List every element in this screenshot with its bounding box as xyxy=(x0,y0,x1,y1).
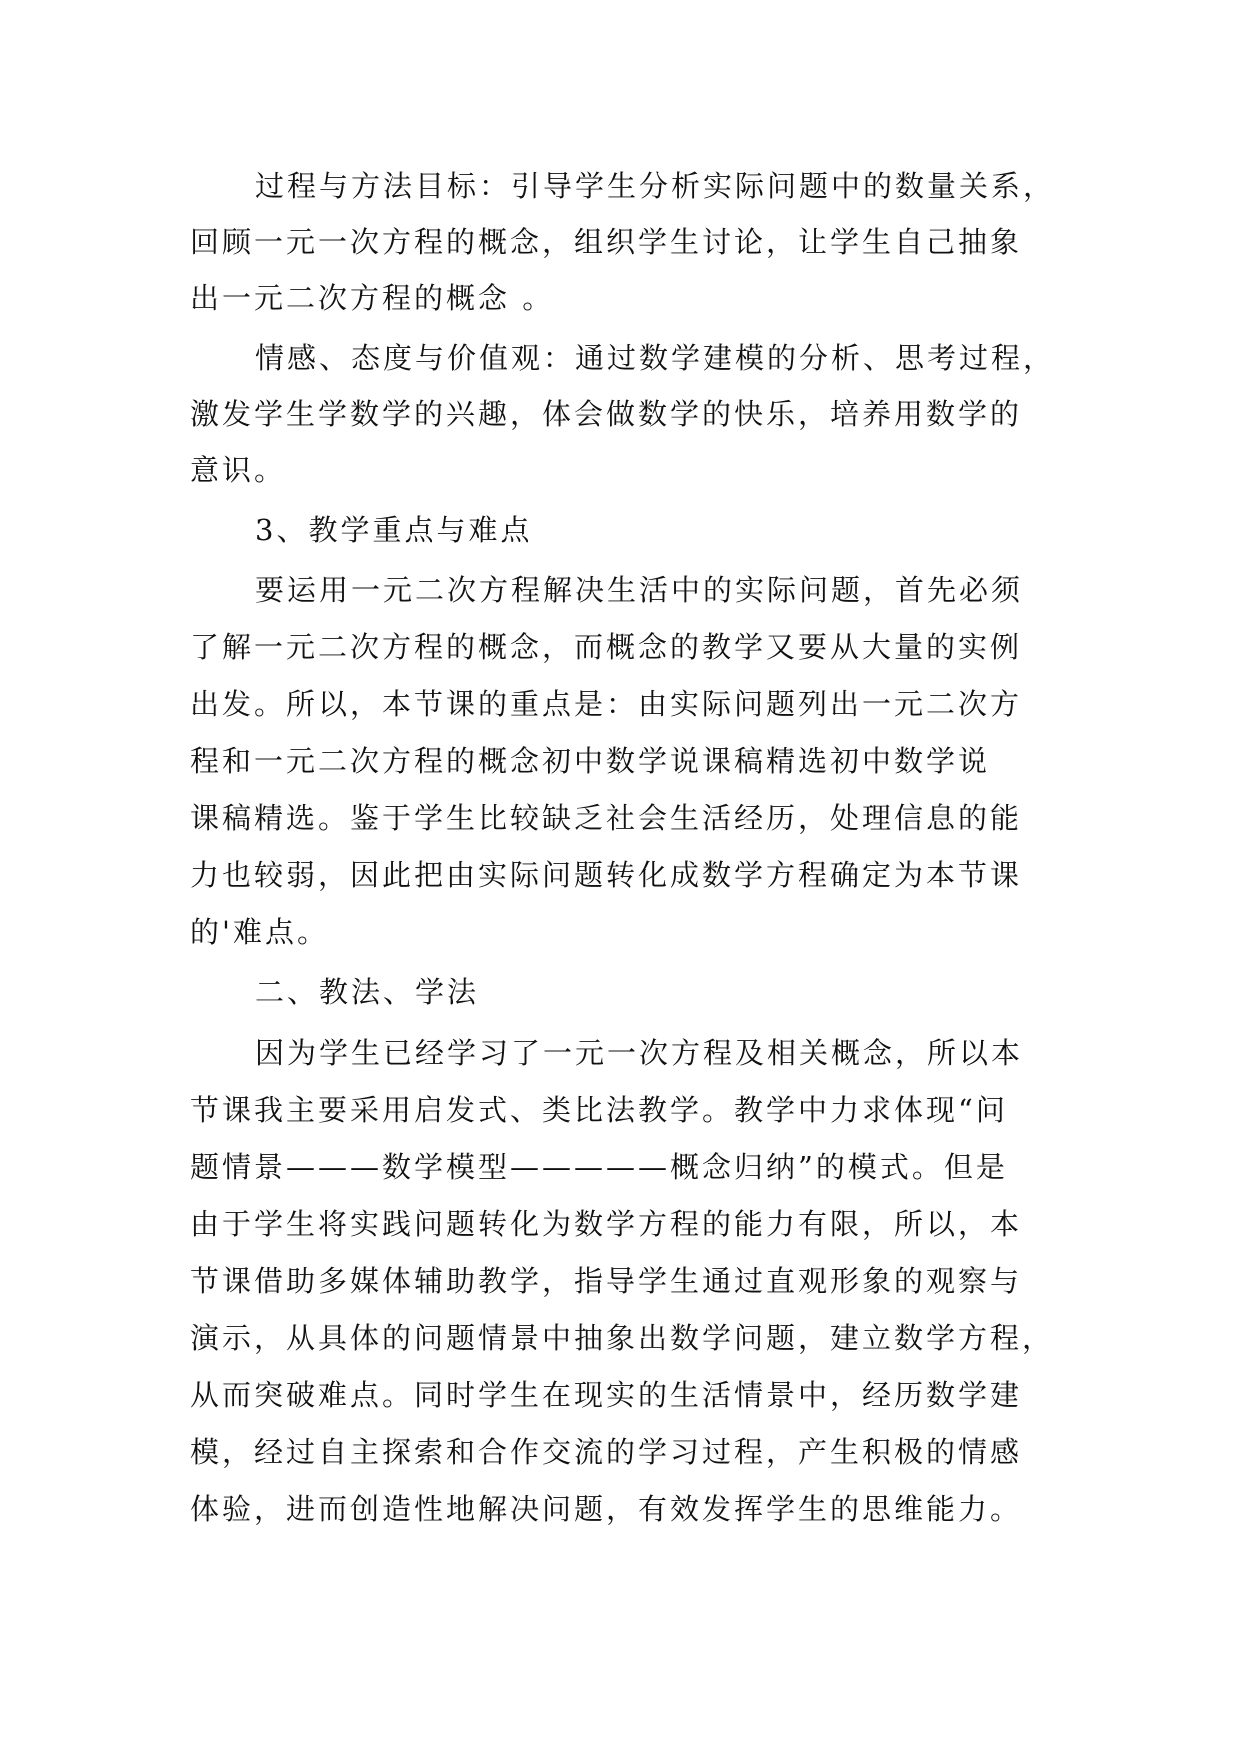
text-line: 力也较弱，因此把由实际问题转化成数学方程确定为本节课 xyxy=(190,858,1023,892)
section-heading: 3、教学重点与难点 xyxy=(255,513,533,547)
text-line: 题情景———数学模型—————概念归纳”的模式。但是 xyxy=(190,1150,1008,1184)
text-line: 了解一元二次方程的概念，而概念的教学又要从大量的实例 xyxy=(190,630,1023,664)
text-line: 课稿精选。鉴于学生比较缺乏社会生活经历，处理信息的能 xyxy=(190,801,1023,835)
text-line: 回顾一元一次方程的概念，组织学生讨论，让学生自己抽象 xyxy=(190,225,1023,259)
text-line: 演示，从具体的问题情景中抽象出数学问题，建立数学方程， xyxy=(190,1321,1055,1355)
text-line: 要运用一元二次方程解决生活中的实际问题，首先必须 xyxy=(255,573,1024,607)
text-line: 出一元二次方程的概念 。 xyxy=(190,281,555,315)
text-line: 激发学生学数学的兴趣，体会做数学的快乐，培养用数学的 xyxy=(190,397,1023,431)
text-line: 的'难点。 xyxy=(190,915,329,949)
text-line: 模，经过自主探索和合作交流的学习过程，产生积极的情感 xyxy=(190,1435,1023,1469)
section-heading: 二、教法、学法 xyxy=(255,975,480,1009)
text-line: 过程与方法目标：引导学生分析实际问题中的数量关系， xyxy=(255,169,1056,203)
text-line: 情感、态度与价值观：通过数学建模的分析、思考过程， xyxy=(255,341,1056,375)
text-line: 节课我主要采用启发式、类比法教学。教学中力求体现“问 xyxy=(190,1093,1008,1127)
text-line: 体验，进而创造性地解决问题，有效发挥学生的思维能力。 xyxy=(190,1492,1023,1526)
text-line: 意识。 xyxy=(190,453,287,487)
text-line: 节课借助多媒体辅助教学，指导学生通过直观形象的观察与 xyxy=(190,1264,1023,1298)
text-line: 程和一元二次方程的概念初中数学说课稿精选初中数学说 xyxy=(190,744,991,778)
text-line: 从而突破难点。同时学生在现实的生活情景中，经历数学建 xyxy=(190,1378,1023,1412)
text-line: 出发。所以，本节课的重点是：由实际问题列出一元二次方 xyxy=(190,687,1023,721)
text-line: 由于学生将实践问题转化为数学方程的能力有限，所以，本 xyxy=(190,1207,1023,1241)
text-line: 因为学生已经学习了一元一次方程及相关概念，所以本 xyxy=(255,1036,1024,1070)
